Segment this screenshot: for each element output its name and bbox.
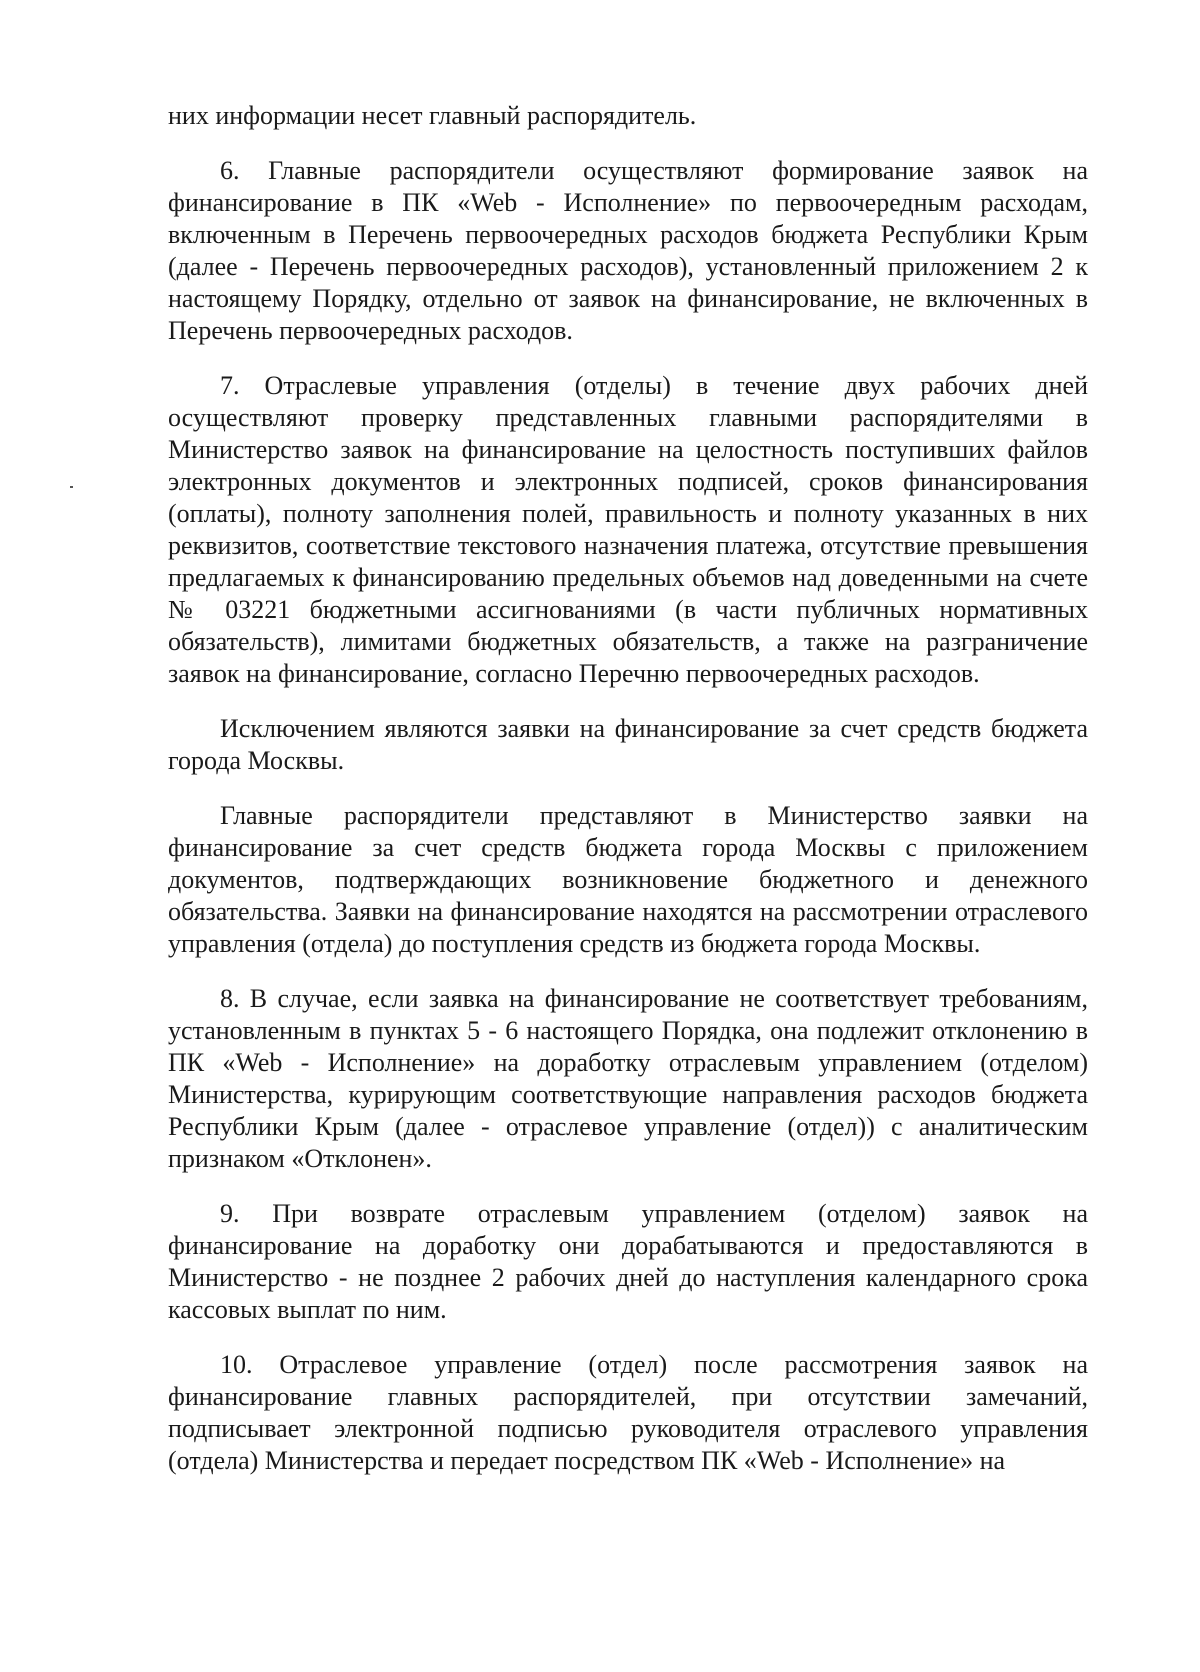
paragraph-moscow-budget: Главные распорядители представляют в Министерство заявки на финансирование за счет средств бюджета города Москвы с приложением документов, подтверждающих возникновение бюджетного и денежного обязательства. Заявки на финансирование находятся на рассмотрении отраслевого управления (отдела) до поступления средств из бюджета города Москвы. — [168, 801, 1088, 958]
paragraph-item-8: 8. В случае, если заявка на финансирование не соответствует требованиям, установленным в пунктах 5 - 6 настоящего Порядка, она подлежит отклонению в ПК «Web - Исполнение» на доработку отраслевым управлением (отделом) Министерства, курирующим соответствующие направления расходов бюджета Республики Крым (далее - отраслевое управление (отдел)) с аналитическим признаком «Отклонен». — [168, 984, 1088, 1173]
paragraph-item-10: 10. Отраслевое управление (отдел) после рассмотрения заявок на финансирование главных распорядителей, при отсутствии замечаний, подписывает электронной подписью руководителя отраслевого управления (отдела) Министерства и передает посредством ПК «Web - Исполнение» на — [168, 1350, 1088, 1475]
paragraph-item-6: 6. Главные распорядители осуществляют формирование заявок на финансирование в ПК «Web - Исполнение» по первоочередным расходам, включенным в Перечень первоочередных расходов бюджета Республики Крым (далее - Перечень первоочередных расходов), установленный приложением 2 к настоящему Порядку, отдельно от заявок на финансирование, не включенных в Перечень первоочередных расходов. — [168, 156, 1088, 345]
paragraph-item-7: 7. Отраслевые управления (отделы) в течение двух рабочих дней осуществляют проверку представленных главными распорядителями в Министерство заявок на финансирование на целостность поступивших файлов электронных документов и электронных подписей, сроков финансирования (оплаты), полноту заполнения полей, правильность и полноту указанных в них реквизитов, соответствие текстового назначения платежа, отсутствие превышения предлагаемых к финансированию предельных объемов над доведенными на счете № 03221 бюджетными ассигнованиями (в части публичных нормативных обязательств), лимитами бюджетных обязательств, а также на разграничение заявок на финансирование, согласно Перечню первоочередных расходов. — [168, 371, 1088, 688]
paragraph-continuation: них информации несет главный распорядитель. — [168, 101, 697, 130]
scan-speck — [70, 486, 73, 488]
document-body — [168, 100, 1088, 1500]
paragraph-exception: Исключением являются заявки на финансирование за счет средств бюджета города Москвы. — [168, 714, 1088, 775]
paragraph-item-9: 9. При возврате отраслевым управлением (отделом) заявок на финансирование на доработку они дорабатываются и предоставляются в Министерство - не позднее 2 рабочих дней до наступления календарного срока кассовых выплат по ним. — [168, 1199, 1088, 1324]
